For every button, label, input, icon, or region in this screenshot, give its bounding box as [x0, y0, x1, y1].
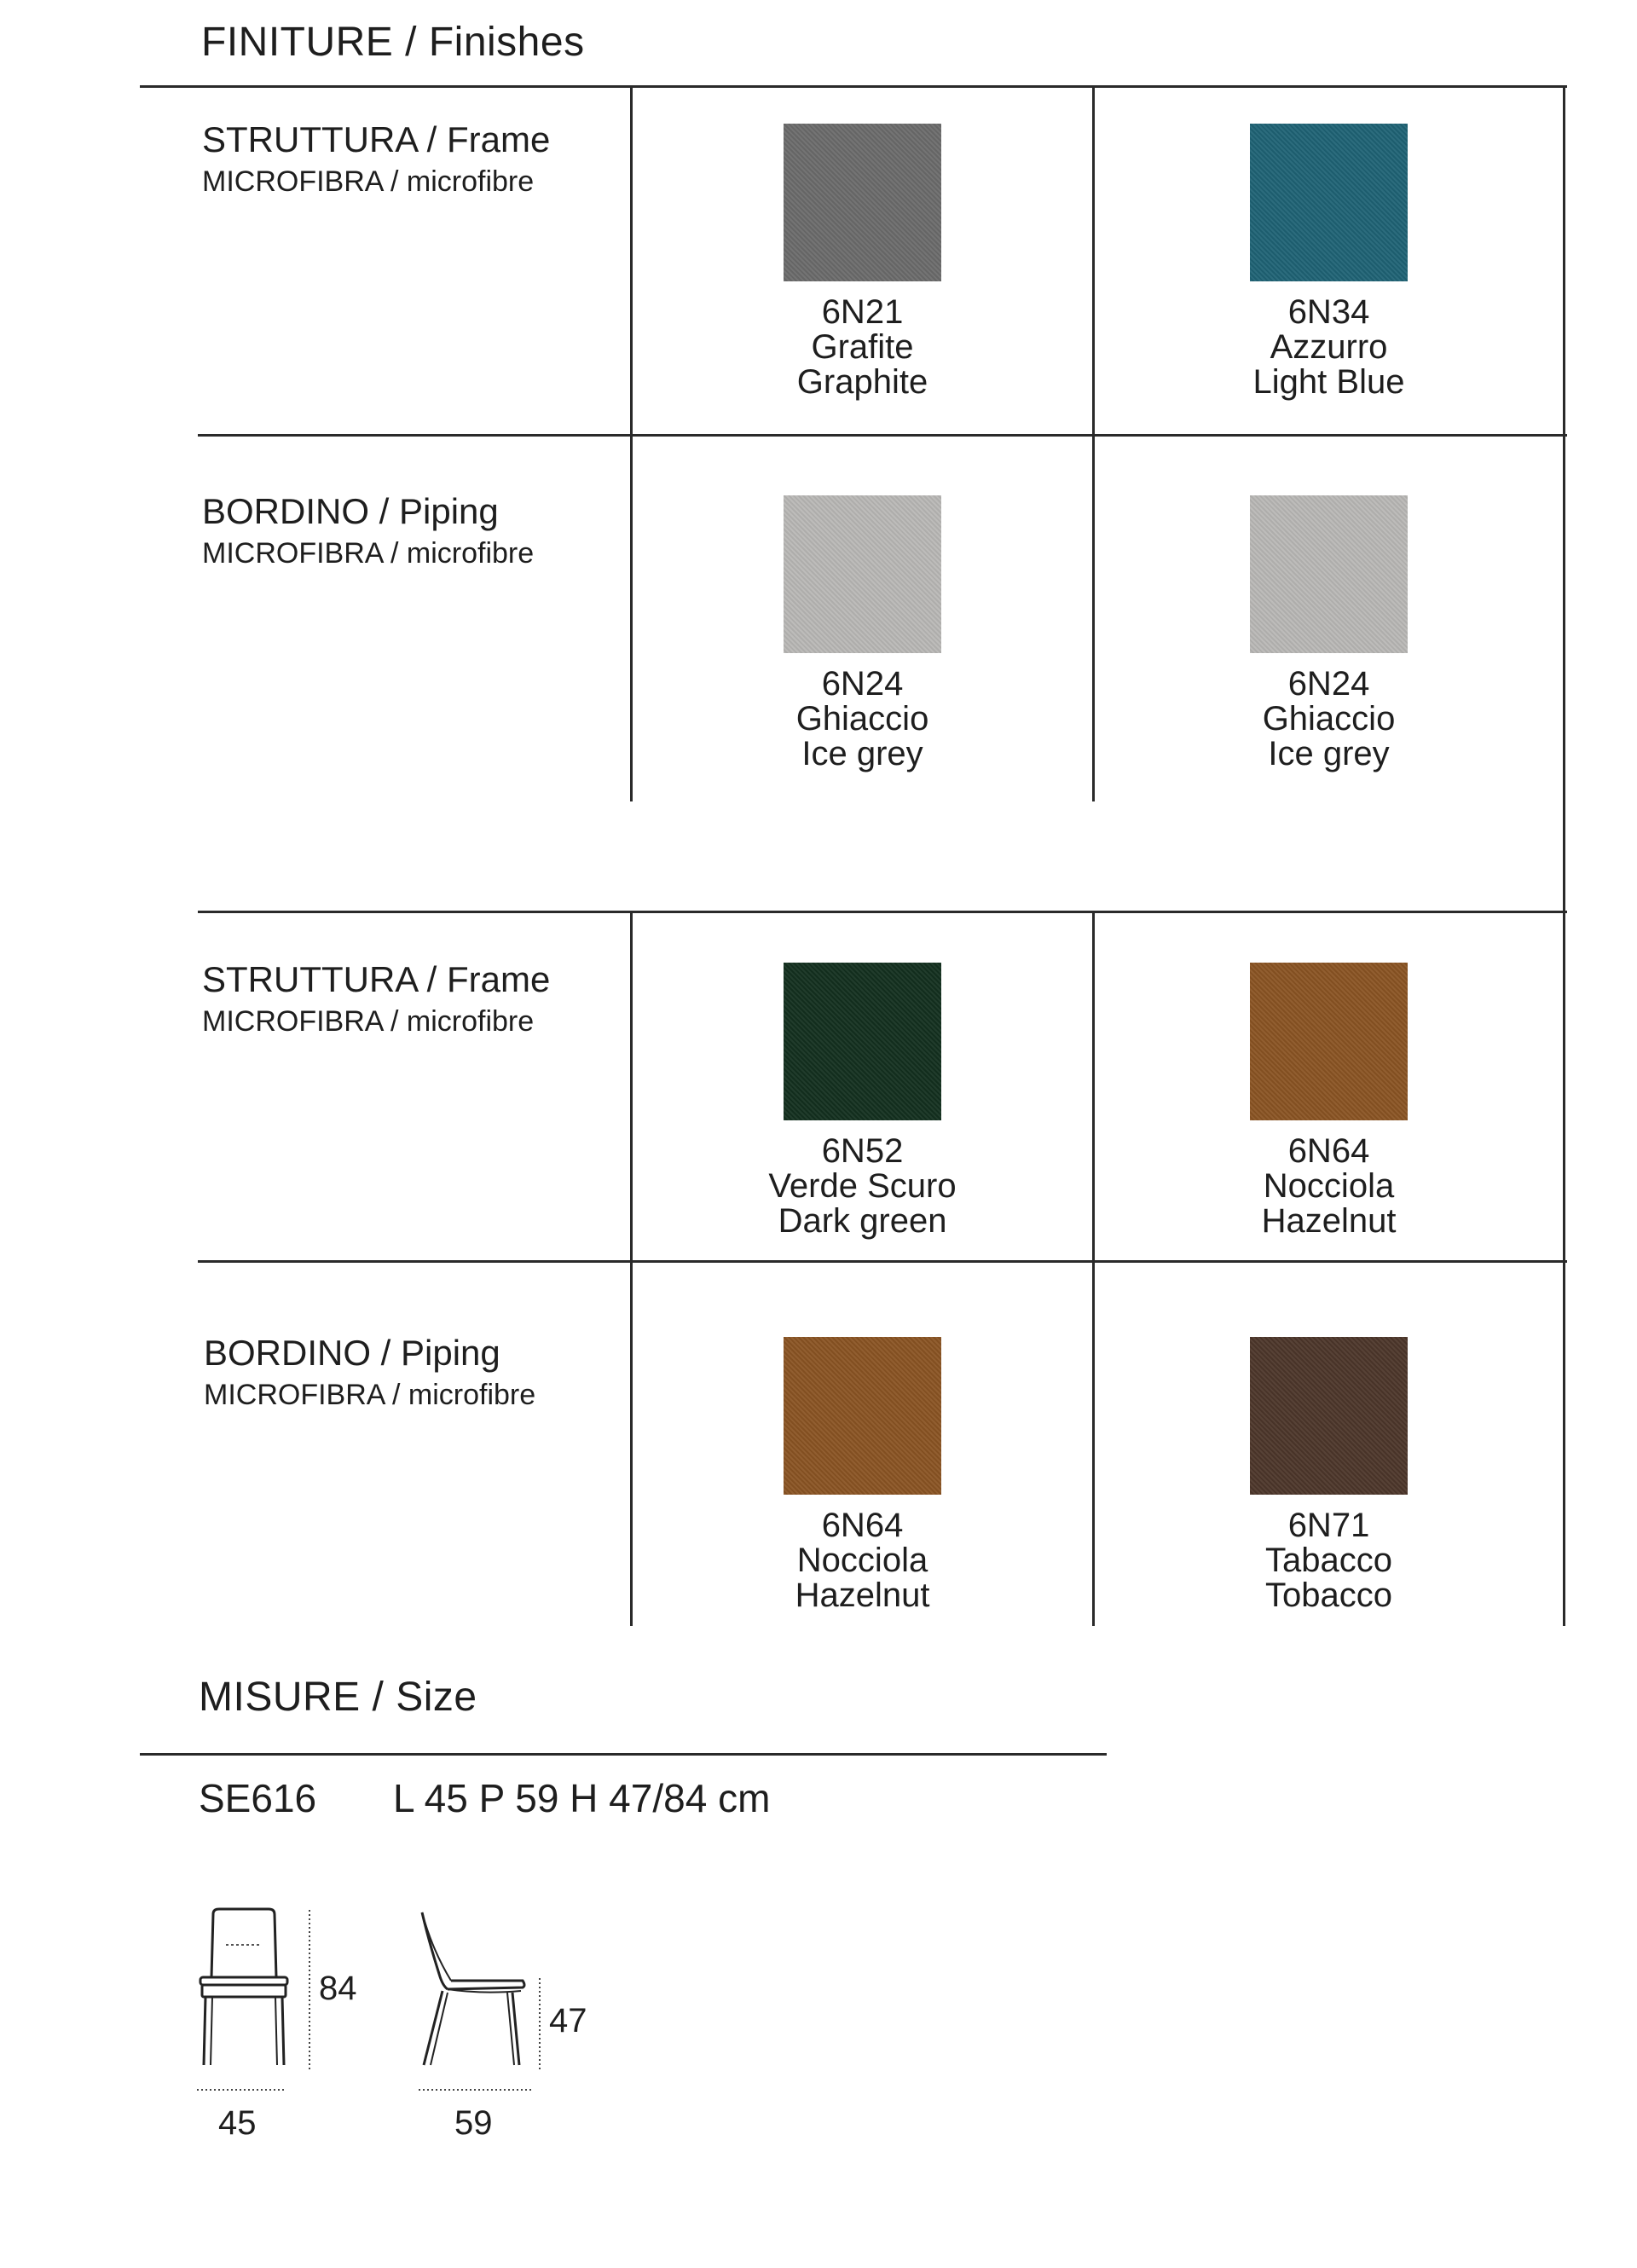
swatch-item[interactable] — [1095, 963, 1563, 1239]
depth-dimension-line — [419, 2087, 531, 2092]
table-right-border — [1563, 85, 1565, 912]
row-material: MICROFIBRA / microfibre — [202, 165, 535, 198]
swatch-color — [1250, 963, 1408, 1120]
side-seat-height-label: 47 — [549, 2002, 587, 2039]
swatch-name-en: Ice grey — [801, 735, 923, 772]
swatch-color — [784, 1337, 941, 1495]
front-height-label: 84 — [319, 1970, 357, 2007]
swatch-name-en: Tobacco — [1265, 1577, 1392, 1614]
table-top-border — [140, 85, 1567, 88]
size-divider — [140, 1753, 1107, 1756]
swatch-code: 6N71 — [1287, 1507, 1370, 1544]
swatch-color — [784, 124, 941, 281]
row-title-frame: STRUTTURA / Frame — [202, 959, 551, 999]
swatch-name-en: Dark green — [778, 1202, 947, 1240]
swatch-code: 6N24 — [821, 665, 904, 703]
swatch-color — [1250, 495, 1408, 653]
swatch-name-it: Azzurro — [1270, 328, 1388, 366]
swatch-item[interactable] — [633, 1337, 1092, 1613]
swatch-name-it: Grafite — [811, 328, 914, 366]
swatch-name-it: Ghiaccio — [795, 700, 929, 738]
swatch-color — [784, 963, 941, 1120]
swatch-item[interactable] — [633, 963, 1092, 1239]
swatch-item[interactable] — [633, 124, 1092, 400]
swatch-name-it: Verde Scuro — [768, 1167, 957, 1205]
swatch-code: 6N34 — [1287, 293, 1370, 331]
swatch-item[interactable] — [1095, 124, 1563, 400]
finishes-title: FINITURE / Finishes — [201, 20, 585, 65]
swatch-color — [784, 495, 941, 653]
swatch-item[interactable] — [1095, 495, 1563, 772]
side-depth-label: 59 — [454, 2104, 493, 2142]
swatch-name-en: Graphite — [796, 363, 928, 401]
row-title-frame: STRUTTURA / Frame — [202, 119, 551, 159]
size-title: MISURE / Size — [199, 1675, 477, 1720]
model-code: SE616 — [199, 1776, 317, 1820]
swatch-name-en: Light Blue — [1252, 363, 1405, 401]
swatch-item[interactable] — [1095, 1337, 1563, 1613]
swatch-name-en: Hazelnut — [795, 1577, 930, 1614]
swatch-item[interactable] — [633, 495, 1092, 772]
row-title-piping: BORDINO / Piping — [204, 1333, 500, 1373]
chair-side-view-icon — [414, 1907, 533, 2078]
row-title-piping: BORDINO / Piping — [202, 491, 499, 531]
swatch-code: 6N52 — [821, 1132, 904, 1170]
swatch-name-it: Tabacco — [1265, 1542, 1392, 1579]
row-divider — [198, 1260, 1567, 1263]
width-dimension-line — [197, 2087, 284, 2092]
row-divider — [198, 434, 1567, 437]
swatch-name-en: Ice grey — [1268, 735, 1390, 772]
swatch-code: 6N24 — [1287, 665, 1370, 703]
group-divider — [198, 911, 1567, 913]
swatch-name-it: Nocciola — [1263, 1167, 1395, 1205]
swatch-name-en: Hazelnut — [1261, 1202, 1397, 1240]
swatch-name-it: Ghiaccio — [1262, 700, 1396, 738]
swatch-name-it: Nocciola — [796, 1542, 928, 1579]
row-material: MICROFIBRA / microfibre — [202, 1005, 535, 1038]
row-material: MICROFIBRA / microfibre — [204, 1379, 536, 1411]
swatch-color — [1250, 1337, 1408, 1495]
chair-front-view-icon — [192, 1907, 303, 2078]
swatch-color — [1250, 124, 1408, 281]
table-right-border — [1563, 911, 1565, 1626]
front-width-label: 45 — [218, 2104, 257, 2142]
seat-height-dimension-line — [537, 1978, 542, 2072]
swatch-code: 6N64 — [821, 1507, 904, 1544]
swatch-code: 6N64 — [1287, 1132, 1370, 1170]
height-dimension-line — [307, 1910, 312, 2072]
row-material: MICROFIBRA / microfibre — [202, 537, 535, 570]
model-dimensions: L 45 P 59 H 47/84 cm — [393, 1776, 771, 1820]
swatch-code: 6N21 — [821, 293, 904, 331]
